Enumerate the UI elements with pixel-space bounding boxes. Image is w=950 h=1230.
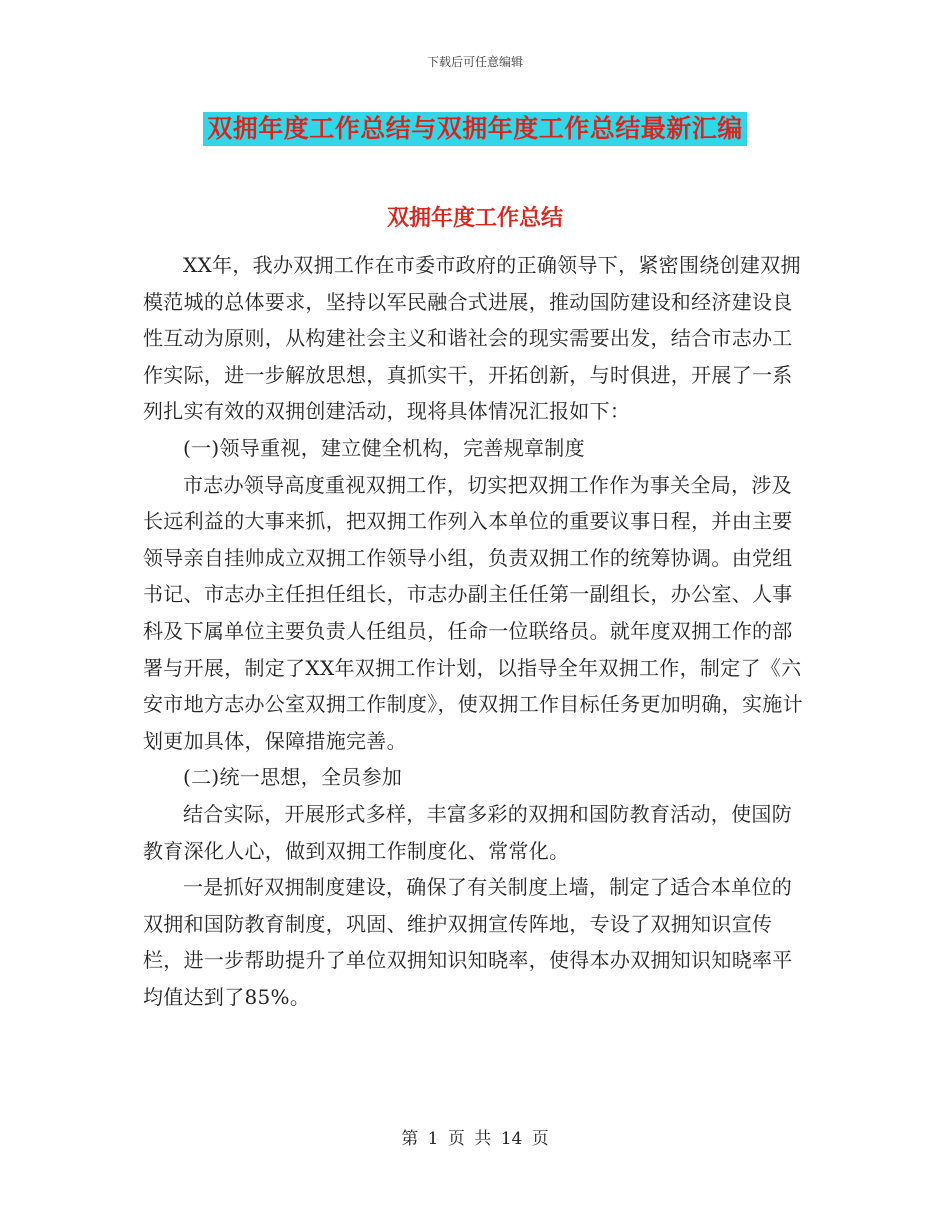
paragraph: 一是抓好双拥制度建设，确保了有关制度上墙，制定了适合本单位的双拥和国防教育制度，巩固、维护双拥宣传阵地，专设了双拥知识宣传栏，进一步帮助提升了单位双拥知识知晓率，使得本办双拥知识知晓率平均值达到了85%。 [143, 875, 793, 1009]
header-note: 下载后可任意编辑 [426, 55, 523, 69]
paragraph: XX年，我办双拥工作在市委市政府的正确领导下，紧密围绕创建双拥模范城的总体要求，坚持以军民融合式进展，推动国防建设和经济建设良性互动为原则，从构建社会主义和谐社会的现实需要出发，结合市志办工作实际，进一步解放思想，真抓实干，开拓创新，与时俱进，开展了一系列扎实有效的双拥创建活动，现将具体情况汇报如下： [143, 253, 801, 424]
paragraph: (二)统一思想，全员参加 [183, 765, 403, 790]
section-title: 双拥年度工作总结 [386, 205, 563, 231]
body-text [143, 247, 808, 1015]
document-title: 双拥年度工作总结与双拥年度工作总结最新汇编 [203, 112, 747, 146]
document-title-wrap [0, 112, 950, 146]
page-indicator: 第 1 页 共 14 页 [401, 1129, 549, 1149]
paragraph: (一)领导重视，建立健全机构，完善规章制度 [183, 435, 585, 460]
paragraph: 市志办领导高度重视双拥工作，切实把双拥工作作为事关全局，涉及长远利益的大事来抓，把双拥工作列入本单位的重要议事日程，并由主要领导亲自挂帅成立双拥工作领导小组，负责双拥工作的统筹协调。由党组书记、市志办主任担任组长，市志办副主任任第一副组长，办公室、人事科及下属单位主要负责人任组员，任命一位联络员。就年度双拥工作的部署与开展，制定了XX年双拥工作计划，以指导全年双拥工作，制定了《六安市地方志办公室双拥工作制度》，使双拥工作目标任务更加明确，实施计划更加具体，保障措施完善。 [143, 472, 803, 753]
paragraph: 结合实际，开展形式多样，丰富多彩的双拥和国防教育活动，使国防教育深化人心，做到双拥工作制度化、常常化。 [143, 801, 792, 863]
